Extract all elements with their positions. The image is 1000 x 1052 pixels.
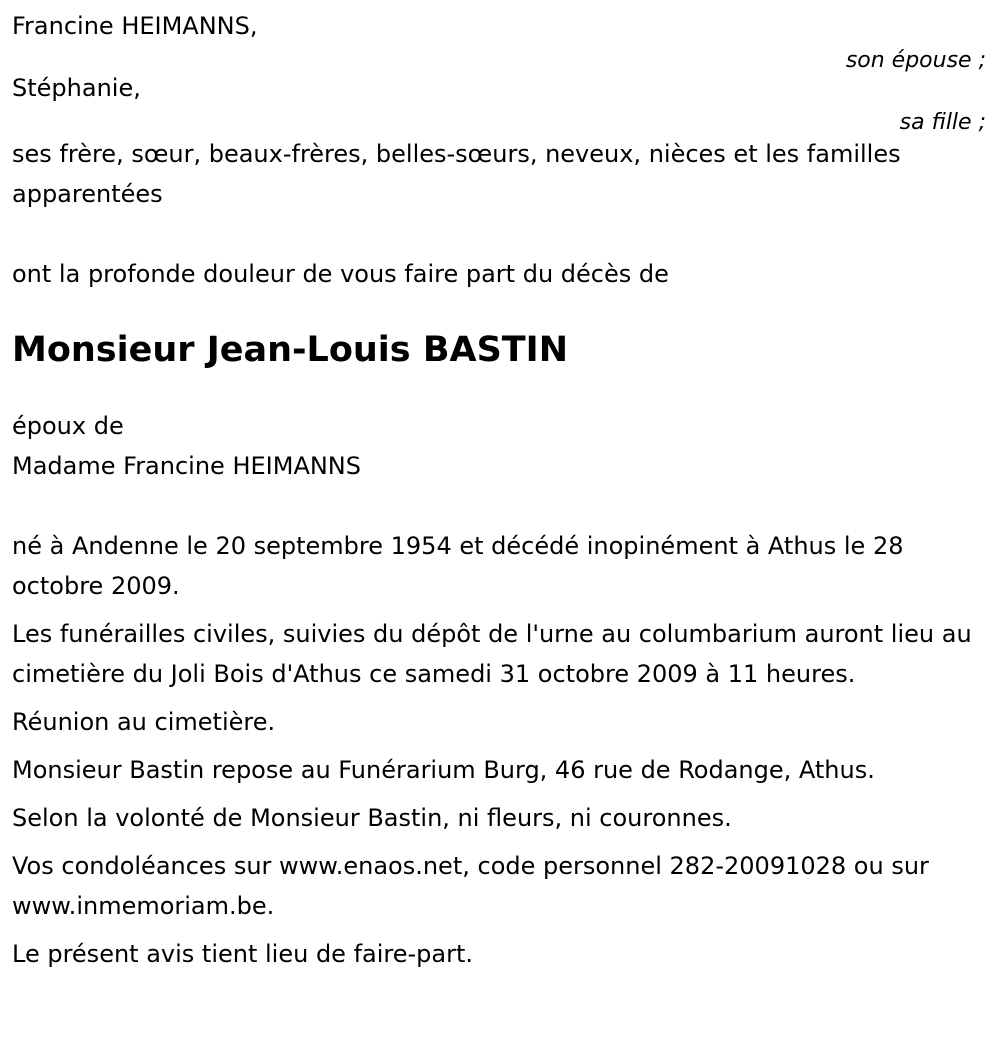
family-member-relation: son épouse ; [845,48,986,73]
family-member-name: Stéphanie, [12,74,141,102]
spouse-intro: époux de [12,412,124,440]
resting-place-paragraph: Monsieur Bastin repose au Funérarium Burg, 46 rue de Rodange, Athus. [12,756,875,784]
spouse-block [12,406,988,486]
meeting-paragraph: Réunion au cimetière. [12,708,276,736]
wishes-paragraph: Selon la volonté de Monsieur Bastin, ni fleurs, ni couronnes. [12,804,732,832]
funeral-paragraph: Les funérailles civiles, suivies du dépôt de l'urne au columbarium auront lieu au cimetière du Joli Bois d'Athus ce samedi 31 octobre 2009 à 11 heures. [12,620,972,688]
announcement: ont la profonde douleur de vous faire part du décès de [12,260,669,288]
extended-family: ses frère, sœur, beaux-frères, belles-sœurs, neveux, nièces et les familles apparentées [12,140,901,208]
notice-paragraph: Le présent avis tient lieu de faire-part. [12,940,474,968]
spouse-name: Madame Francine HEIMANNS [12,452,361,480]
birth-death-paragraph: né à Andenne le 20 septembre 1954 et décédé inopinément à Athus le 28 octobre 2009. [12,532,904,600]
deceased-name: Monsieur Jean-Louis BASTIN [12,330,568,370]
family-member-relation: sa fille ; [899,110,986,135]
condolences-paragraph: Vos condoléances sur www.enaos.net, code personnel 282-20091028 ou sur www.inmemoriam.be. [12,852,929,920]
family-member-name: Francine HEIMANNS, [12,12,258,40]
obituary-notice [12,6,988,974]
